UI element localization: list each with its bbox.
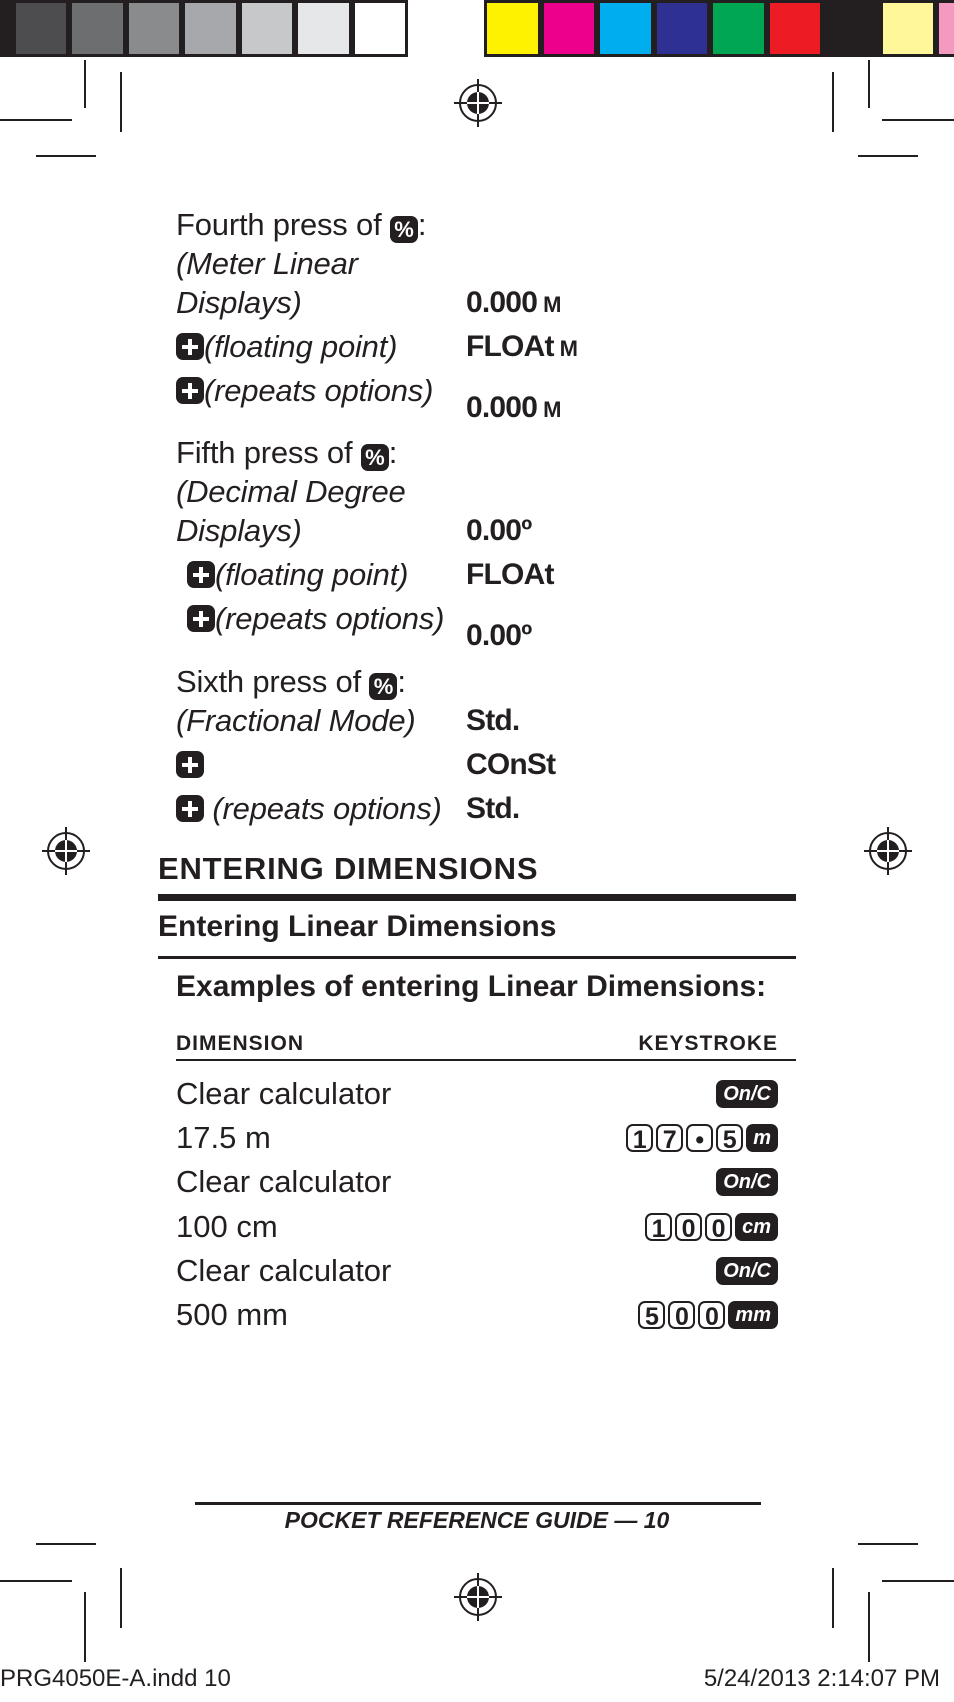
setting-line: (Decimal Degree [176, 474, 406, 509]
color-swatch [880, 0, 937, 57]
millimeter-key-icon: mm [728, 1301, 778, 1329]
crop-mark [120, 1568, 122, 1628]
subheading: Entering Linear Dimensions [158, 910, 557, 943]
display-value: 0.000 M [466, 286, 561, 319]
color-swatch [823, 0, 880, 57]
crop-mark [868, 1592, 870, 1662]
table-row-dimension: 17.5 m [176, 1120, 271, 1155]
table-row-dimension: 500 mm [176, 1297, 288, 1332]
plus-key-icon [176, 333, 204, 360]
plus-key-icon [176, 751, 204, 778]
footer-rule [195, 1502, 761, 1505]
gray-swatch [239, 0, 296, 57]
gray-swatch [69, 0, 126, 57]
column-header-keystroke: KEYSTROKE [638, 1032, 778, 1055]
digit-key-icon: 0 [698, 1301, 725, 1329]
digit-key-icon: 5 [716, 1124, 743, 1152]
display-value: FLOAt [466, 558, 554, 591]
display-value: Std. [466, 792, 520, 825]
display-value: 0.000 M [466, 391, 561, 424]
plus-key-icon [176, 377, 204, 404]
meter-key-icon: m [746, 1124, 778, 1152]
setting-line: (Meter Linear [176, 246, 358, 281]
plus-key-icon [176, 795, 204, 822]
table-row-dimension: Clear calculator [176, 1164, 392, 1199]
examples-title: Examples of entering Linear Dimensions: [176, 970, 767, 1003]
display-value: COnSt [466, 748, 556, 781]
column-header-dimension: DIMENSION [176, 1032, 305, 1055]
setting-line: Fourth press of % : [176, 207, 427, 242]
color-swatch [597, 0, 654, 57]
color-swatch [710, 0, 767, 57]
table-row-dimension: 100 cm [176, 1209, 278, 1244]
table-row-dimension: Clear calculator [176, 1076, 392, 1111]
crop-mark [832, 1568, 834, 1628]
plus-key-icon [187, 561, 215, 588]
gray-swatch [295, 0, 352, 57]
on-c-key-icon: On/C [716, 1080, 778, 1108]
digit-key-icon: 5 [638, 1301, 665, 1329]
keystroke-sequence [638, 1301, 778, 1329]
plus-key-icon [187, 605, 215, 632]
subheading-rule [158, 956, 796, 959]
crop-mark [882, 119, 954, 121]
decimal-point-key-icon: • [686, 1124, 713, 1152]
setting-line: (floating point) [187, 557, 408, 593]
keystroke-sequence [626, 1124, 778, 1152]
color-swatch [541, 0, 598, 57]
page-footer: POCKET REFERENCE GUIDE — 10 [284, 1507, 670, 1533]
gray-swatch [352, 0, 409, 57]
setting-line: Displays) [176, 513, 302, 548]
color-swatch [936, 0, 954, 57]
gray-swatch [0, 0, 13, 57]
table-row-dimension: Clear calculator [176, 1253, 392, 1288]
setting-line: (repeats options) [187, 601, 444, 637]
setting-line: Displays) [176, 285, 302, 320]
crop-mark [0, 1580, 72, 1582]
gray-swatch [13, 0, 70, 57]
setting-line: (repeats options) [176, 373, 433, 409]
table-rule [176, 1059, 796, 1061]
keystroke-sequence [716, 1257, 778, 1285]
keystroke-sequence [716, 1168, 778, 1196]
crop-mark [0, 119, 72, 121]
registration-mark-icon [42, 827, 90, 875]
setting-line: Sixth press of % : [176, 664, 406, 699]
crop-mark [36, 1543, 96, 1545]
file-slug: PRG4050E-A.indd 10 [0, 1665, 231, 1692]
digit-key-icon: 1 [626, 1124, 653, 1152]
crop-mark [858, 1543, 918, 1545]
heading-rule [158, 894, 796, 901]
crop-mark [120, 72, 122, 132]
display-value: FLOAt M [466, 330, 578, 363]
section-heading: ENTERING DIMENSIONS [158, 851, 539, 886]
setting-line: (repeats options) [176, 791, 442, 827]
registration-mark-icon [864, 827, 912, 875]
digit-key-icon: 0 [675, 1213, 702, 1241]
timestamp-slug: 5/24/2013 2:14:07 PM [703, 1665, 940, 1692]
crop-mark [36, 155, 96, 157]
percent-key-icon: % [369, 673, 397, 700]
on-c-key-icon: On/C [716, 1257, 778, 1285]
keystroke-sequence [716, 1080, 778, 1108]
display-value: 0.00º [466, 514, 532, 547]
on-c-key-icon: On/C [716, 1168, 778, 1196]
crop-mark [858, 155, 918, 157]
digit-key-icon: 0 [705, 1213, 732, 1241]
color-swatch [654, 0, 711, 57]
digit-key-icon: 7 [656, 1124, 683, 1152]
color-swatch [767, 0, 824, 57]
crop-mark [882, 1580, 954, 1582]
setting-line: (floating point) [176, 329, 397, 365]
keystroke-sequence [645, 1213, 778, 1241]
digit-key-icon: 0 [668, 1301, 695, 1329]
crop-mark [868, 60, 870, 108]
registration-mark-icon [454, 1573, 502, 1621]
gray-swatch [126, 0, 183, 57]
percent-key-icon: % [361, 444, 389, 471]
registration-mark-icon [454, 79, 502, 127]
digit-key-icon: 1 [645, 1213, 672, 1241]
crop-mark [832, 72, 834, 132]
percent-key-icon: % [390, 216, 418, 243]
gray-swatch [182, 0, 239, 57]
setting-line: (Fractional Mode) [176, 703, 416, 738]
setting-line: Fifth press of % : [176, 435, 398, 470]
crop-mark [84, 60, 86, 108]
crop-mark [84, 1592, 86, 1662]
display-value: Std. [466, 704, 520, 737]
setting-line [176, 747, 204, 783]
display-value: 0.00º [466, 619, 532, 652]
color-swatch [484, 0, 541, 57]
centimeter-key-icon: cm [735, 1213, 778, 1241]
